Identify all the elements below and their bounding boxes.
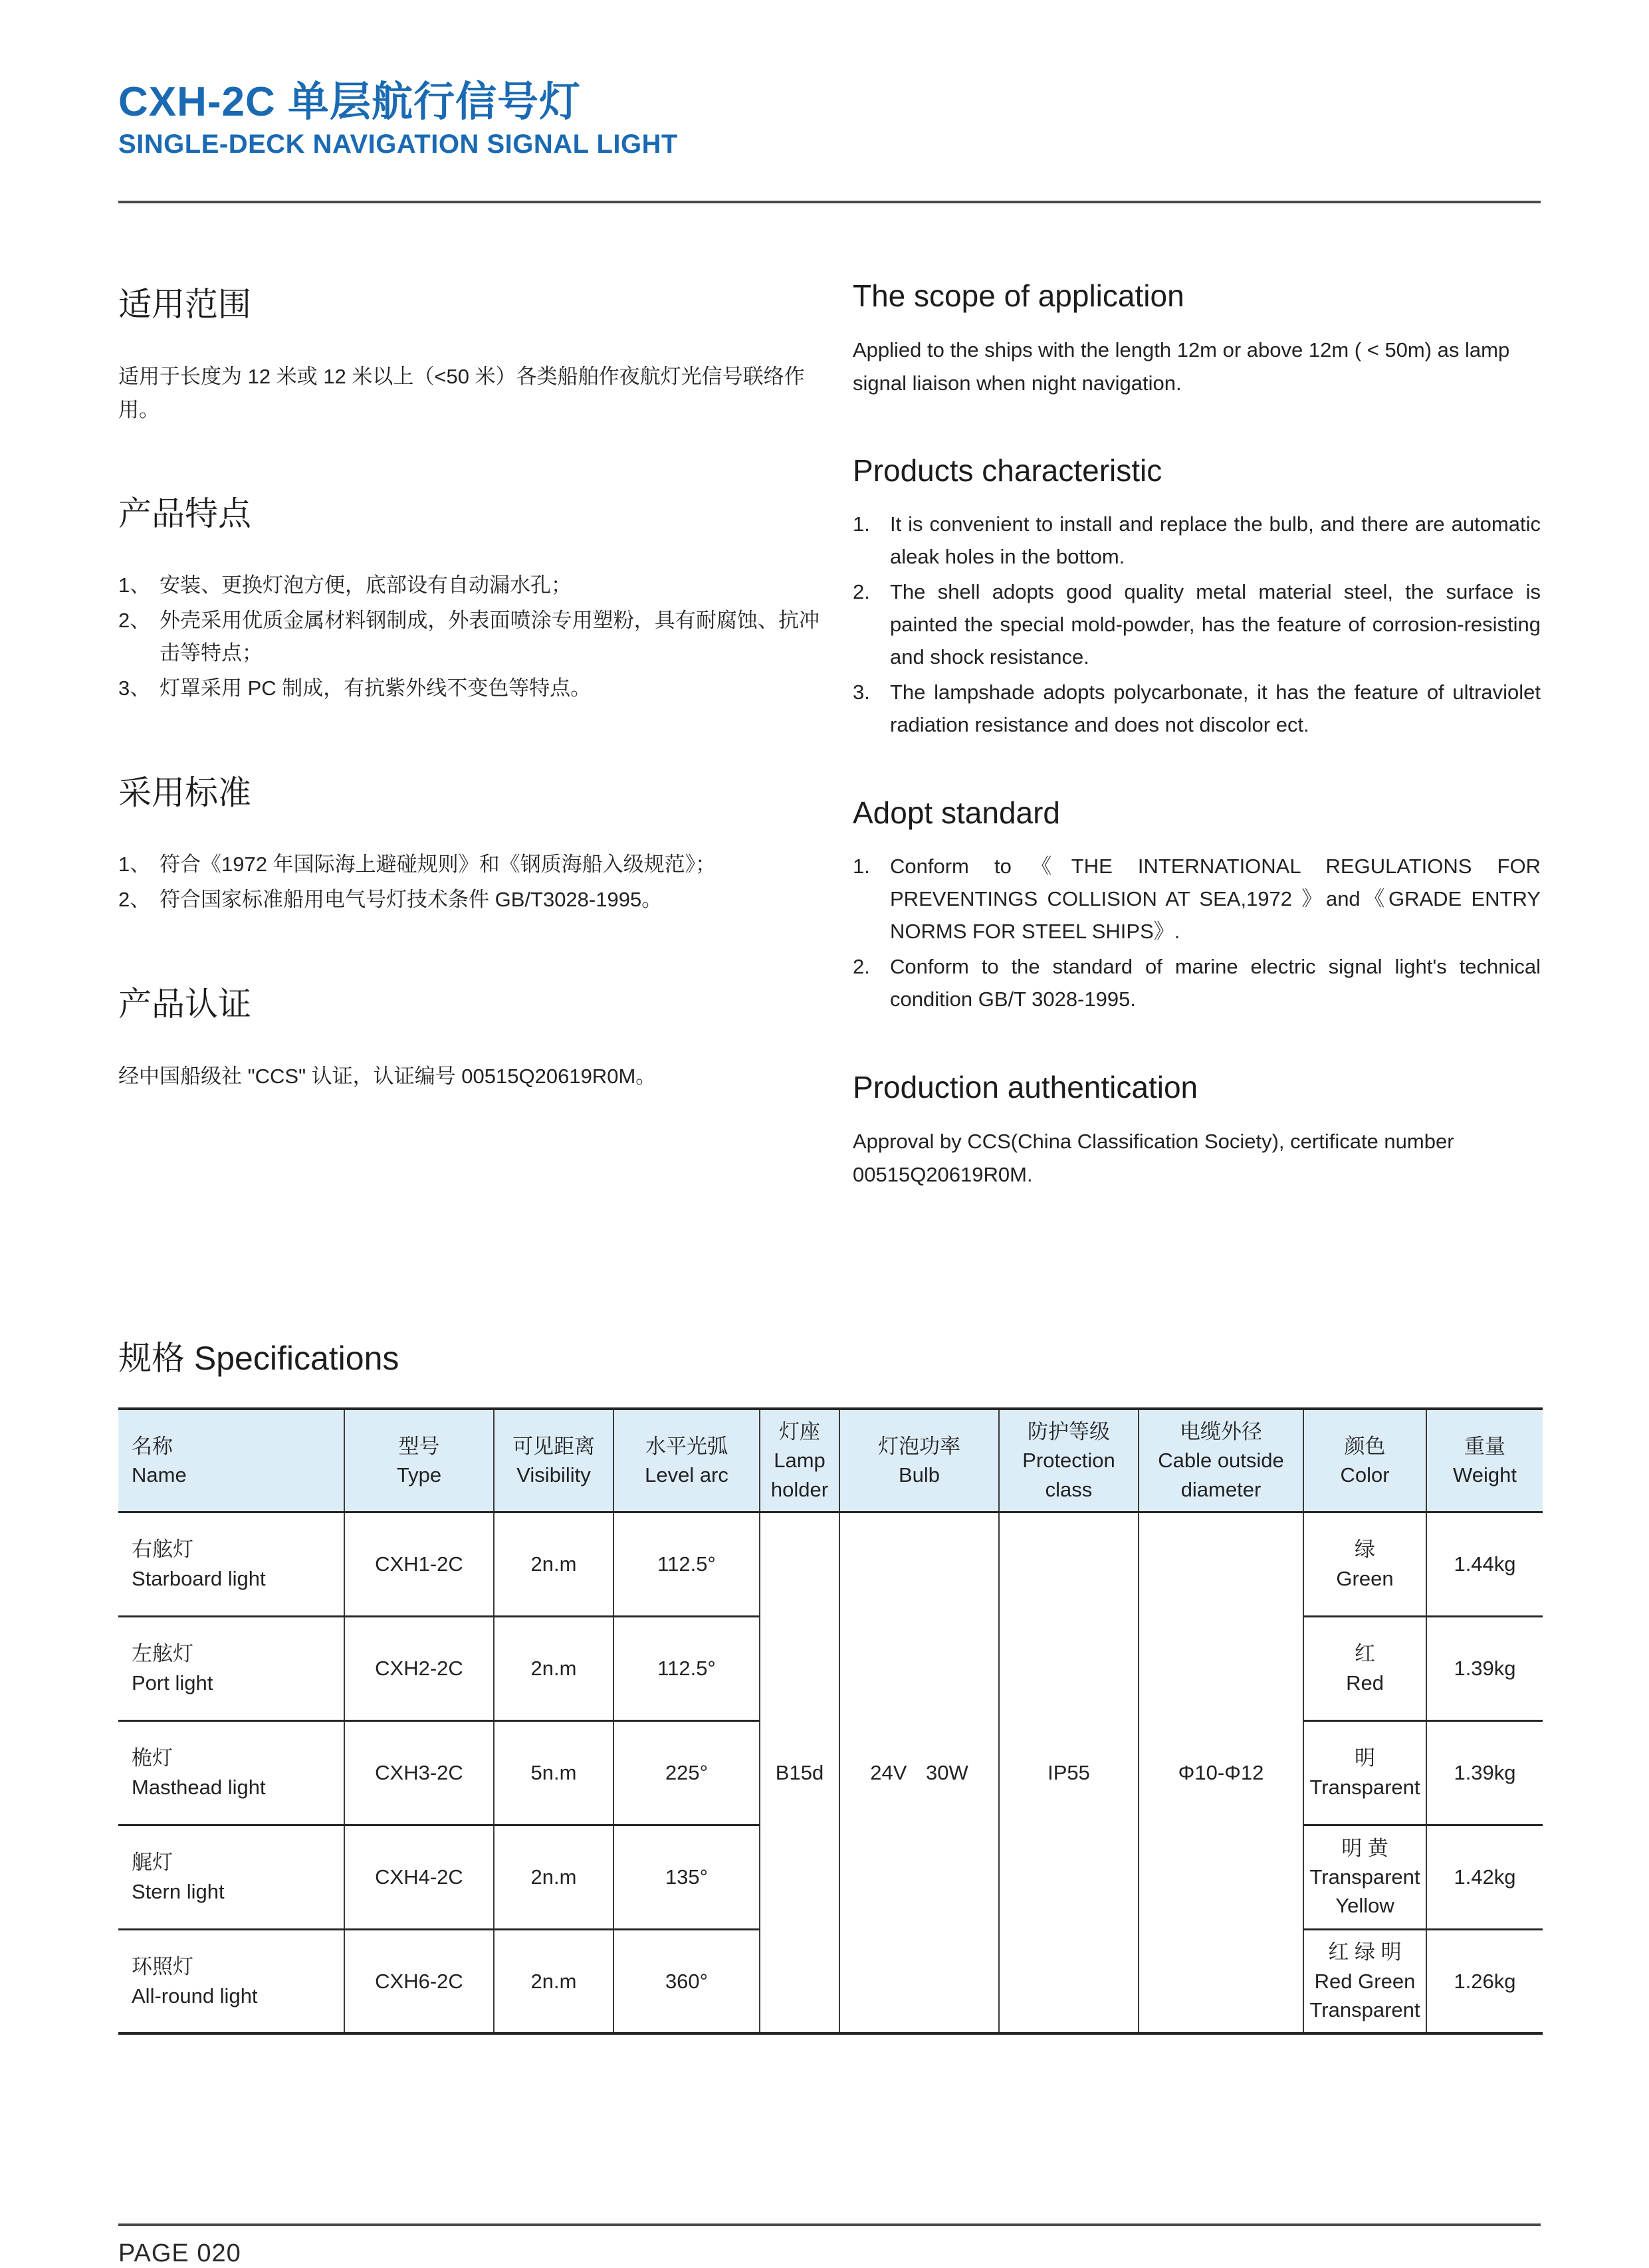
column-header-en: Bulb xyxy=(898,1463,940,1487)
cell-name xyxy=(118,1616,344,1720)
list-item xyxy=(853,951,1541,1016)
chinese-column xyxy=(118,278,820,1191)
section-body-authentication-en: Approval by CCS(China Classification Society), certificate number 00515Q20619R0M. xyxy=(853,1130,1454,1186)
list-item xyxy=(853,851,1541,948)
cell-weight: 1.39kg xyxy=(1426,1720,1543,1825)
column-header-zh: 可见距离 xyxy=(512,1434,595,1458)
column-header-cable-diameter xyxy=(1139,1409,1303,1512)
color-zh: 红 xyxy=(1355,1642,1375,1666)
cell-visibility: 2n.m xyxy=(494,1512,613,1616)
name-zh: 右舷灯 xyxy=(132,1538,193,1562)
column-header-zh: 名称 xyxy=(132,1434,173,1458)
section-heading-features-zh: 产品特点 xyxy=(118,495,251,533)
column-header-en: Level arc xyxy=(645,1463,728,1487)
list-marker: 1. xyxy=(853,855,870,878)
column-header-protection-class xyxy=(999,1409,1139,1512)
column-header-zh: 型号 xyxy=(398,1434,440,1458)
page-title: CXH-2C 单层航行信号灯 xyxy=(118,79,582,125)
cell-color xyxy=(1303,1929,1426,2033)
column-header-color xyxy=(1303,1409,1426,1512)
list-marker: 3. xyxy=(853,680,870,704)
column-header-en: Visibility xyxy=(516,1463,591,1487)
name-en: Starboard light xyxy=(132,1566,266,1590)
cell-type: CXH3-2C xyxy=(344,1720,494,1825)
list-item xyxy=(118,569,820,602)
cell-level-arc: 112.5° xyxy=(613,1512,760,1616)
list-marker: 2、 xyxy=(118,888,151,912)
column-header-zh: 灯泡功率 xyxy=(878,1434,960,1458)
cell-level-arc: 135° xyxy=(613,1825,760,1929)
list-text: 符合国家标准船用电气号灯技术条件 GB/T3028-1995。 xyxy=(160,888,663,912)
list-text: Conform to《THE INTERNATIONAL REGULATIONS FOR PREVENTINGS COLLISION AT SEA,1972 》and《GRADE ENTRY NORMS FOR STEEL SHIPS》. xyxy=(890,855,1541,944)
list-text: 灯罩采用 PC 制成，有抗紫外线不变色等特点。 xyxy=(160,676,592,700)
cell-weight: 1.39kg xyxy=(1426,1616,1543,1720)
color-en: Red Green Transparent xyxy=(1309,1969,1420,2022)
list-marker: 2、 xyxy=(118,609,151,633)
page-footer xyxy=(118,2223,1541,2268)
column-header-en: Protection class xyxy=(1022,1449,1115,1501)
cell-visibility: 2n.m xyxy=(494,1616,613,1720)
list-item xyxy=(118,605,820,670)
cell-cable-diameter: Φ10-Φ12 xyxy=(1139,1512,1303,2033)
cell-weight: 1.26kg xyxy=(1426,1929,1543,2033)
column-header-zh: 灯座 xyxy=(779,1419,820,1443)
cell-level-arc: 360° xyxy=(613,1929,760,2033)
cell-visibility: 2n.m xyxy=(494,1929,613,2033)
color-zh: 明 黄 xyxy=(1341,1836,1388,1860)
list-item xyxy=(118,672,820,705)
list-marker: 1、 xyxy=(118,573,151,597)
two-column-body xyxy=(118,278,1541,1191)
header-divider xyxy=(118,201,1541,203)
list-item xyxy=(853,508,1541,573)
section-heading-standard-zh: 采用标准 xyxy=(118,774,251,812)
cell-type: CXH2-2C xyxy=(344,1616,494,1720)
table-header-row xyxy=(118,1409,1543,1512)
name-en: Port light xyxy=(132,1671,213,1695)
column-header-en: Color xyxy=(1340,1463,1390,1487)
section-heading-characteristic-en: Products characteristic xyxy=(853,453,1162,488)
name-zh: 环照灯 xyxy=(132,1955,193,1979)
footer-divider xyxy=(118,2223,1541,2226)
cell-level-arc: 225° xyxy=(613,1720,760,1825)
color-zh: 红 绿 明 xyxy=(1328,1940,1402,1964)
list-text: The lampshade adopts polycarbonate, it has the feature of ultraviolet radiation resistance and does not discolor ect. xyxy=(890,680,1541,737)
section-heading-certification-zh: 产品认证 xyxy=(118,985,251,1023)
cell-visibility: 2n.m xyxy=(494,1825,613,1929)
cell-weight: 1.42kg xyxy=(1426,1825,1543,1929)
table-row xyxy=(118,1512,1543,1616)
name-zh: 桅灯 xyxy=(132,1746,173,1770)
list-item xyxy=(853,676,1541,742)
list-text: 符合《1972 年国际海上避碰规则》和《钢质海船入级规范》； xyxy=(160,853,716,876)
list-marker: 2. xyxy=(853,955,870,979)
column-header-en: Lamp holder xyxy=(770,1449,829,1501)
specifications-table xyxy=(118,1407,1543,2035)
list-marker: 1、 xyxy=(118,853,151,876)
name-en: Stern light xyxy=(132,1879,225,1903)
english-column xyxy=(853,278,1541,1191)
list-item xyxy=(853,576,1541,674)
color-zh: 明 xyxy=(1355,1746,1375,1770)
list-text: The shell adopts good quality metal material steel, the surface is painted the special mold-powder, has the feature of corrosion-resisting and shock resistance. xyxy=(890,580,1541,669)
section-body-scope-en: Applied to the ships with the length 12m or above 12m ( < 50m) as lamp signal liaison when night navigation. xyxy=(853,338,1510,395)
cell-protection-class: IP55 xyxy=(999,1512,1139,2033)
cell-type: CXH6-2C xyxy=(344,1929,494,2033)
cell-color xyxy=(1303,1720,1426,1825)
column-header-en: Weight xyxy=(1453,1463,1517,1487)
column-header-en: Cable outside diameter xyxy=(1158,1449,1284,1501)
specifications-heading: 规格 Specifications xyxy=(118,1340,399,1378)
cell-lamp-holder: B15d xyxy=(760,1512,839,2033)
column-header-zh: 水平光弧 xyxy=(645,1434,728,1458)
cell-color xyxy=(1303,1616,1426,1720)
list-item xyxy=(118,849,820,881)
column-header-zh: 电缆外径 xyxy=(1180,1419,1262,1443)
cell-level-arc: 112.5° xyxy=(613,1616,760,1720)
column-header-en: Type xyxy=(396,1463,442,1487)
column-header-lamp-holder xyxy=(760,1409,839,1512)
cell-visibility: 5n.m xyxy=(494,1720,613,1825)
page-subtitle: SINGLE-DECK NAVIGATION SIGNAL LIGHT xyxy=(118,130,678,159)
section-heading-authentication-en: Production authentication xyxy=(853,1070,1198,1105)
list-text: Conform to the standard of marine electric signal light's technical condition GB/T 3028-1995. xyxy=(890,955,1541,1011)
cell-weight: 1.44kg xyxy=(1426,1512,1543,1616)
list-text: It is convenient to install and replace the bulb, and there are automatic aleak holes in the bottom. xyxy=(890,512,1541,569)
column-header-zh: 重量 xyxy=(1464,1434,1505,1458)
list-item xyxy=(118,884,820,916)
cell-type: CXH1-2C xyxy=(344,1512,494,1616)
cell-name xyxy=(118,1720,344,1825)
color-en: Transparent Yellow xyxy=(1309,1865,1420,1918)
list-marker: 2. xyxy=(853,580,870,604)
name-en: Masthead light xyxy=(132,1775,266,1799)
color-zh: 绿 xyxy=(1355,1538,1375,1562)
name-zh: 艉灯 xyxy=(132,1851,173,1875)
column-header-type xyxy=(344,1409,494,1512)
cell-name xyxy=(118,1929,344,2033)
list-marker: 1. xyxy=(853,512,870,536)
section-heading-scope-zh: 适用范围 xyxy=(118,286,251,324)
color-en: Transparent xyxy=(1309,1775,1420,1799)
name-zh: 左舷灯 xyxy=(132,1642,193,1666)
column-header-en: Name xyxy=(132,1463,187,1487)
section-heading-scope-en: The scope of application xyxy=(853,278,1184,314)
column-header-zh: 防护等级 xyxy=(1028,1419,1110,1443)
column-header-name xyxy=(118,1409,344,1512)
page-header xyxy=(118,78,1541,203)
cell-color xyxy=(1303,1512,1426,1616)
page-number: PAGE 020 xyxy=(118,2239,241,2268)
cell-bulb: 24V 30W xyxy=(839,1512,999,2033)
cell-name xyxy=(118,1512,344,1616)
section-body-scope-zh: 适用于长度为 12 米或 12 米以上（<50 米）各类船舶作夜航灯光信号联络作用。 xyxy=(118,365,805,421)
column-header-weight xyxy=(1426,1409,1543,1512)
cell-color xyxy=(1303,1825,1426,1929)
column-header-level-arc xyxy=(613,1409,760,1512)
list-marker: 3、 xyxy=(118,676,151,700)
column-header-visibility xyxy=(494,1409,613,1512)
list-text: 外壳采用优质金属材料钢制成，外表面喷涂专用塑粉，具有耐腐蚀、抗冲击等特点； xyxy=(160,609,820,665)
column-header-zh: 颜色 xyxy=(1344,1434,1386,1458)
list-text: 安装、更换灯泡方便，底部设有自动漏水孔； xyxy=(160,573,572,597)
color-en: Green xyxy=(1336,1566,1394,1590)
specifications-section xyxy=(118,1332,1541,2035)
section-body-certification-zh: 经中国船级社 "CCS" 认证，认证编号 00515Q20619R0M。 xyxy=(118,1065,657,1088)
section-heading-standard-en: Adopt standard xyxy=(853,795,1061,831)
cell-type: CXH4-2C xyxy=(344,1825,494,1929)
color-en: Red xyxy=(1346,1671,1384,1695)
name-en: All-round light xyxy=(132,1984,258,2008)
cell-name xyxy=(118,1825,344,1929)
column-header-bulb xyxy=(839,1409,999,1512)
